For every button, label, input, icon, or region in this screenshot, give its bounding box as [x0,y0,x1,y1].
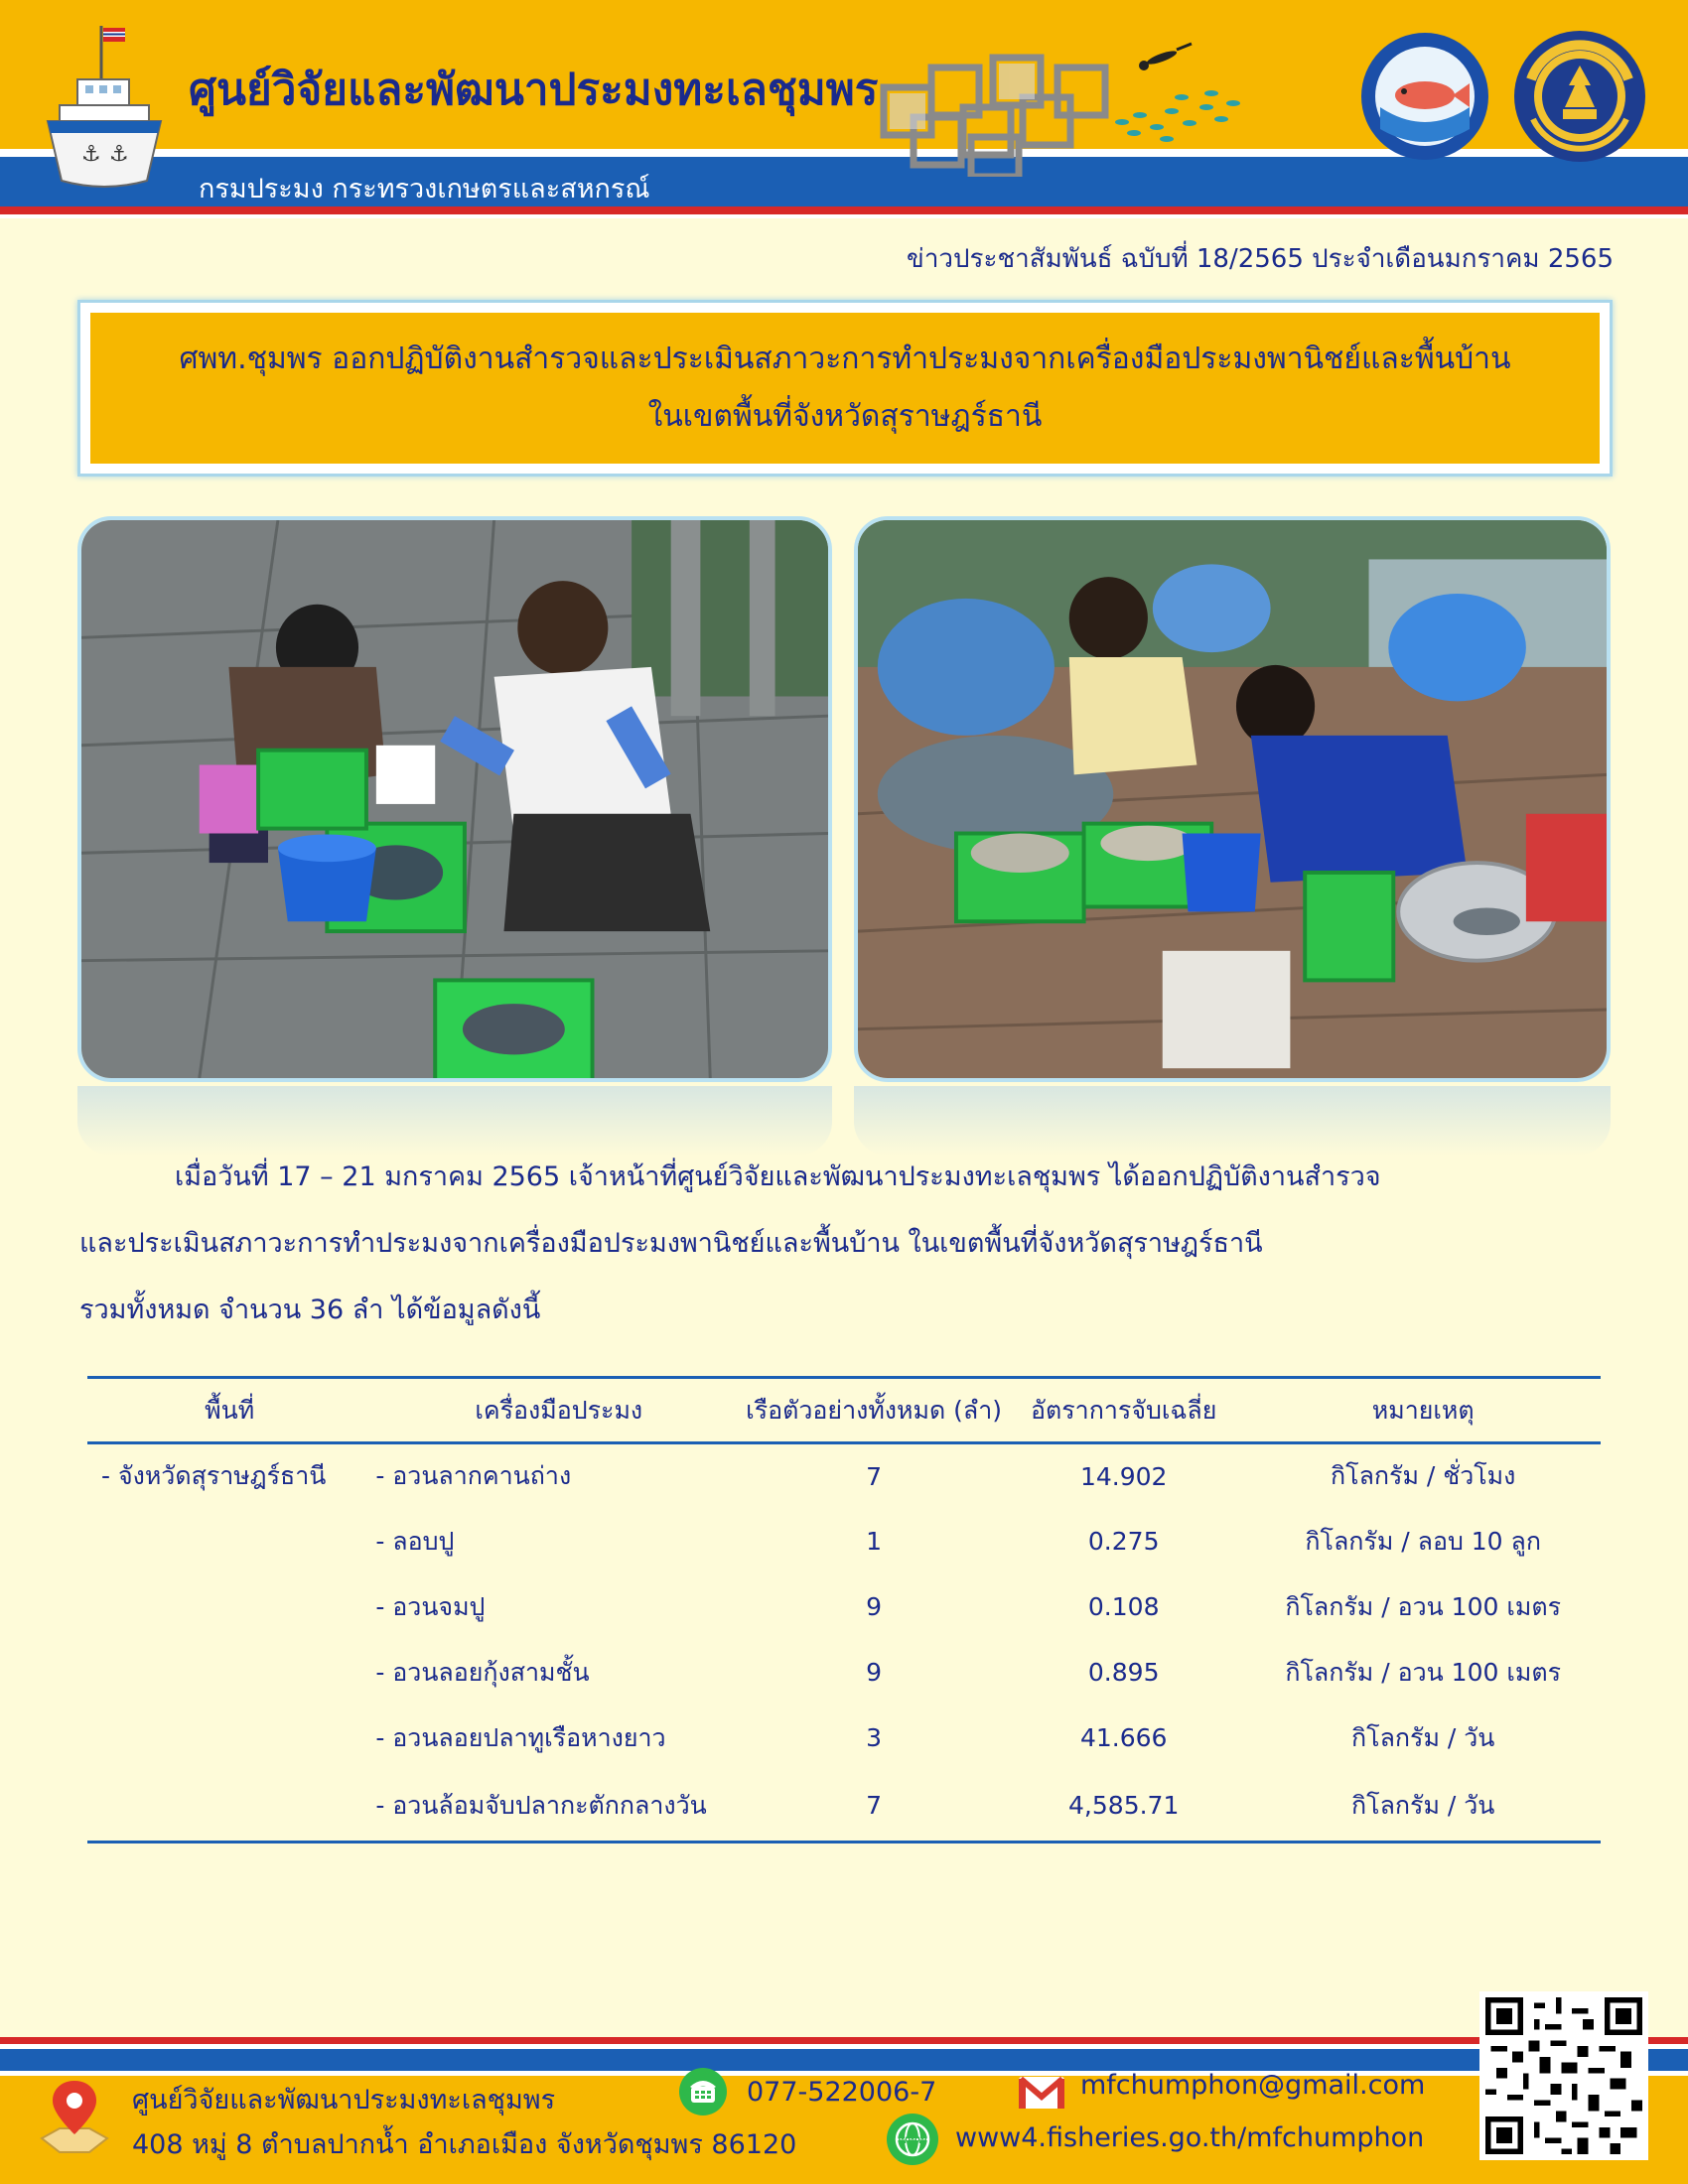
cell-gear: - ลอบปู [375,1526,455,1556]
cell-gear: - อวนลากคานถ่าง [375,1461,572,1491]
article-body-line-3: รวมทั้งหมด จำนวน 36 ลำ ได้ข้อมูลดังนี้ [79,1295,541,1325]
department-of-fisheries-seal-icon [1511,28,1648,165]
cell-gear: - อวนจมปู [375,1591,486,1621]
cell-rate: 0.275 [1087,1527,1160,1556]
org-subtitle: กรมประมง กระทรวงเกษตรและสหกรณ์ [199,174,650,205]
footer-phone[interactable]: 077-522006-7 [747,2077,937,2108]
issue-number: ข่าวประชาสัมพันธ์ ฉบับที่ 18/2565 ประจำเดือนมกราคม 2565 [907,244,1614,274]
photo-staff-sorting-crabs [77,516,832,1082]
table-row [87,1443,1601,1509]
footer-red-stripe [0,2037,1688,2044]
svg-text:⚓: ⚓ [81,142,101,167]
cell-rate: 4,585.71 [1068,1791,1180,1821]
ship-logo-icon [40,22,169,191]
column-header-gear: เครื่องมือประมง [475,1395,643,1425]
article-body-line-1: เมื่อวันที่ 17 – 21 มกราคม 2565 เจ้าหน้าที่ศูนย์วิจัยและพัฒนาประมงทะเลชุมพร ได้ออกปฏิบัติงานสำรวจ [175,1161,1381,1192]
header-stripe [0,214,1688,218]
photo-staff-recording-fish-catch [854,516,1611,1082]
cell-note: กิโลกรัม / ลอบ 10 ลูก [1305,1526,1541,1556]
footer-website-link[interactable]: www4.fisheries.go.th/mfchumphon [955,2122,1425,2153]
cell-rate: 0.895 [1087,1658,1160,1687]
cell-note: กิโลกรัม / อวน 100 เมตร [1285,1657,1562,1687]
cell-boats: 7 [866,1791,883,1821]
cell-boats: 3 [866,1723,883,1752]
cell-rate: 14.902 [1079,1461,1168,1491]
phone-icon [678,2067,728,2116]
cell-boats: 7 [866,1461,883,1491]
cell-area [87,1640,371,1706]
cell-gear: - อวนล้อมจับปลากะตักกลางวัน [375,1790,707,1820]
cell-note: กิโลกรัม / วัน [1351,1790,1495,1820]
table-row [87,1771,1601,1843]
crab-survey-photo-icon [81,520,828,1078]
table-row [87,1640,1601,1706]
email-icon [1017,2073,1066,2113]
footer-org-name: ศูนย์วิจัยและพัฒนาประมงทะเลชุมพร [132,2085,556,2116]
qr-code-icon [1485,1997,1642,2154]
cell-area [87,1509,371,1574]
cell-rate: 41.666 [1079,1723,1168,1752]
cell-boats: 9 [866,1658,883,1687]
table-row [87,1574,1601,1640]
artificial-reef-decoration-icon [874,28,1251,177]
website-globe-icon [886,2113,939,2166]
table-row [87,1509,1601,1574]
research-center-seal-icon [1358,30,1491,163]
location-pin-icon [40,2077,109,2156]
footer-address: 408 หมู่ 8 ตำบลปากน้ำ อำเภอเมือง จังหวัดชุมพร 86120 [132,2129,797,2160]
cell-area: - จังหวัดสุราษฎร์ธานี [101,1461,327,1491]
headline-line-1: ศพท.ชุมพร ออกปฏิบัติงานสำรวจและประเมินสภาวะการทำประมงจากเครื่องมือประมงพานิชย์และพื้นบ้าน [179,341,1511,376]
fish-catch-survey-photo-icon [858,520,1607,1078]
cell-area [87,1574,371,1640]
cell-rate: 0.108 [1087,1592,1160,1621]
cell-note: กิโลกรัม / วัน [1351,1722,1495,1752]
table-header-row [87,1378,1601,1443]
cell-area [87,1771,371,1843]
footer-blue-stripe [0,2049,1688,2071]
column-header-sample-boats: เรือตัวอย่างทั้งหมด (ลำ) [746,1395,1003,1425]
column-header-catch-rate: อัตราการจับเฉลี่ย [1031,1395,1217,1425]
cell-boats: 9 [866,1592,883,1621]
cell-note: กิโลกรัม / ชั่วโมง [1331,1461,1516,1491]
article-body [79,1144,1614,1343]
column-header-area: พื้นที่ [205,1395,255,1425]
catch-rate-table [87,1376,1601,1843]
column-header-remark: หมายเหตุ [1371,1395,1475,1425]
table-row [87,1706,1601,1771]
cell-gear: - อวนลอยกุ้งสามชั้น [375,1657,590,1687]
cell-gear: - อวนลอยปลาทูเรือหางยาว [375,1722,666,1752]
headline-frame [77,300,1613,477]
footer-email-link[interactable]: mfchumphon@gmail.com [1080,2070,1426,2101]
svg-text:WWW: WWW [898,2136,927,2146]
headline-box [90,313,1600,464]
org-title: ศูนย์วิจัยและพัฒนาประมงทะเลชุมพร [189,65,879,115]
cell-area [87,1706,371,1771]
cell-boats: 1 [866,1527,883,1556]
headline-line-2: ในเขตพื้นที่จังหวัดสุราษฎร์ธานี [647,399,1043,434]
svg-text:⚓: ⚓ [109,142,129,167]
qr-code[interactable] [1479,1991,1648,2160]
cell-note: กิโลกรัม / อวน 100 เมตร [1285,1591,1562,1621]
article-body-line-2: และประเมินสภาวะการทำประมงจากเครื่องมือประมงพานิชย์และพื้นบ้าน ในเขตพื้นที่จังหวัดสุราษฎร์ธานี [79,1228,1263,1259]
